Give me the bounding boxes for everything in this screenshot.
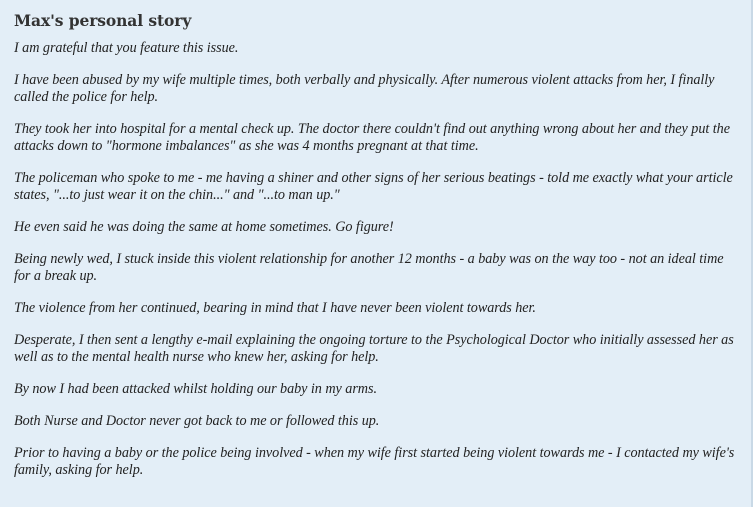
story-paragraph: They took her into hospital for a mental check up. The doctor there couldn't find out anything wrong about her and they put the attacks down to "hormone imbalances" as she was 4 months pregnant at that time. [14, 121, 730, 154]
story-paragraph: He even said he was doing the same at home sometimes. Go figure! [14, 219, 394, 235]
story-paragraph: By now I had been attacked whilst holding our baby in my arms. [14, 381, 377, 397]
story-paragraph: I have been abused by my wife multiple times, both verbally and physically. After numerous violent attacks from her, I finally called the police for help. [14, 72, 715, 105]
story-paragraph: Both Nurse and Doctor never got back to me or followed this up. [14, 413, 380, 429]
story-title: Max's personal story [14, 11, 192, 30]
story-paragraph: The violence from her continued, bearing in mind that I have never been violent towards her. [14, 300, 536, 316]
story-paragraph: I am grateful that you feature this issue. [14, 40, 239, 56]
story-paragraph: Being newly wed, I stuck inside this violent relationship for another 12 months - a baby was on the way too - not an ideal time for a break up. [14, 251, 724, 284]
story-paragraph: Prior to having a baby or the police being involved - when my wife first started being violent towards me - I contacted my wife's family, asking for help. [14, 445, 735, 478]
story-paragraph: Desperate, I then sent a lengthy e-mail explaining the ongoing torture to the Psychological Doctor who initially assessed her as well as to the mental health nurse who knew her, asking for help. [14, 332, 734, 365]
story-paragraph: The policeman who spoke to me - me having a shiner and other signs of her serious beatings - told me exactly what your article states, "...to just wear it on the chin..." and "...to man up." [14, 170, 733, 203]
